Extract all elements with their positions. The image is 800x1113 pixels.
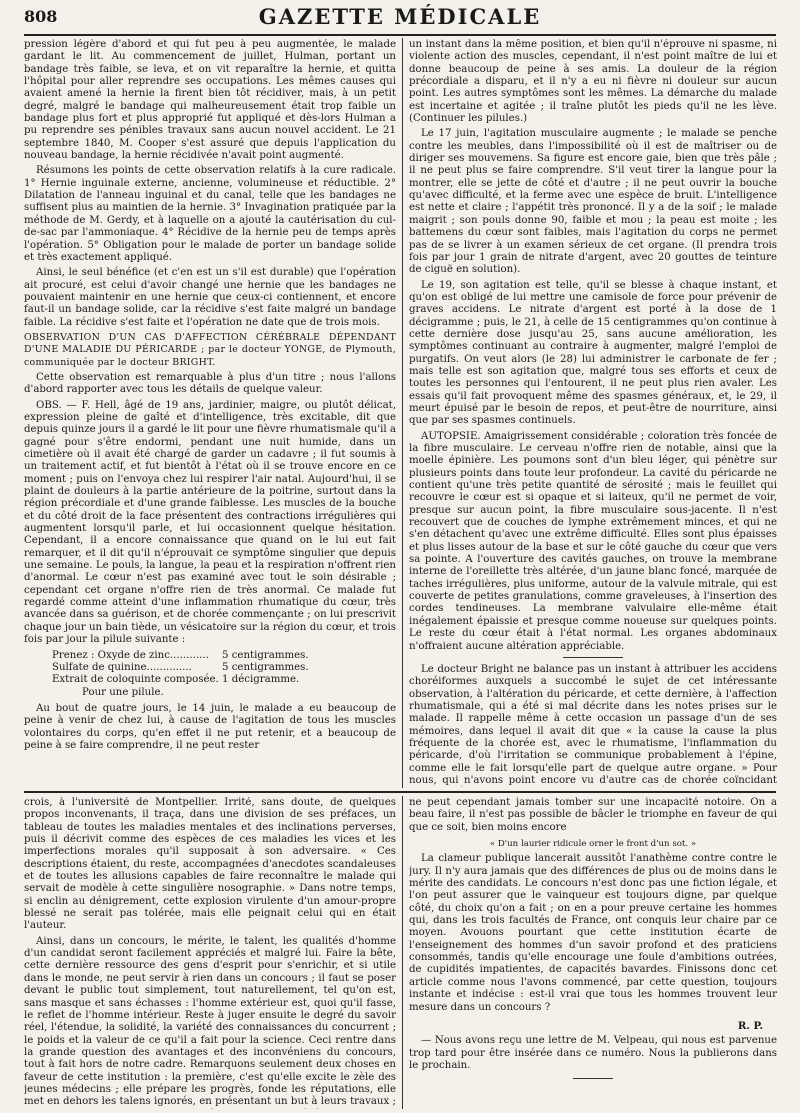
- column-left-bottom: [24, 797, 396, 1109]
- separator: [563, 657, 623, 658]
- rx-prenez: Prenez : Oxyde de zinc............: [52, 649, 209, 661]
- rx-zinc-qty: 5 centigrammes.: [222, 649, 309, 661]
- rx-last: Pour une pilule.: [82, 686, 164, 698]
- paragraph: Au bout de quatre jours, le 14 juin, le malade a eu beaucoup de peine à venir de chez lui, à cause de l'agitation de tous les muscles volontaires du corps, qu'en effet il ne put retenir, et a beaucoup de peine à se faire comprendre, il ne peut rester: [24, 703, 396, 752]
- paragraph: un instant dans la même position, et bien qu'il n'éprouve ni spasme, ni violente action des muscles, cependant, il n'est point maître de lui et donne beaucoup de peine à ses amis. La douleur de la région précordiale a disparu, et il n'y a eu ni fièvre ni douleur sur aucun point. Les autres symptômes sont les mêmes. La démarche du malade est incertaine et agitée ; il traîne plutôt les pieds qu'il ne les lève. (Continuer les pilules.): [409, 39, 777, 125]
- end-rule: [573, 1078, 613, 1079]
- paragraph: Cette observation est remarquable à plus d'un titre ; nous l'allons d'abord rapporter avec tous les détails de quelque valeur.: [24, 371, 396, 396]
- paragraph: ne peut cependant jamais tomber sur une incapacité notoire. On a beau faire, il n'est pas possible de bâcler le triomphe en faveur de qui que ce soit, bien moins encore: [409, 797, 777, 833]
- column-left-top: [24, 39, 396, 787]
- paragraph: Ainsi, le seul bénéfice (et c'en est un s'il est durable) que l'opération ait procuré, est celui d'avoir changé une hernie que les bandages ne pouvaient maintenir en une hernie que ceux-ci contiennent, et encore faut-il un bandage solide, car la récidive s'est faite malgré un bandage faible. La récidive s'est faite et l'opération ne date que de trois mois.: [24, 267, 396, 328]
- paragraph: Ainsi, dans un concours, le mérite, le talent, les qualités d'homme d'un candidat seront facilement appréciés et malgré lui. Faire la bête, cette dernière ressource des gens d'esprit pour s'enrichir, et si utile dans le monde, ne peut servir à rien dans un concours ; il faut se poser devant le public tout simplement, tout naturellement, tel qu'on est, sans masque et sans échasses : l'homme extérieur est, quoi qu'il fasse, le reflet de l'homme intérieur. Reste à juger ensuite le degré du savoir réel, l'étendue, la solidité, la variété des connaissances du concurrent ; le poids et la valeur de ce qu'il a fait pour la science. Ceci rentre dans la grande question des avantages et des inconvéniens du concours, tout à fait hors de notre cadre. Remarquons seulement deux choses en faveur de cette institution : la première, c'est qu'elle excite le zèle des jeunes médecins ; elle prépare les progrès, fonde les réputations, elle met en dehors les talens ignorés, en présentant un but à leurs travaux ;: [24, 935, 396, 1108]
- paragraph: OBS. — F. Hell, âgé de 19 ans, jardinier, maigre, ou plutôt délicat, expression pleine de gaîté et d'intelligence, très excitable, dit que depuis quinze jours il a gardé le lit pour une fièvre rhumatismale qu'il a gagné pour s'être endormi, pendant une nuit humide, dans un cimetière où il avait été chargé de garder un cadavre ; il fut soumis à un traitement actif, et fut bientôt à l'état où il se trouve encore en ce moment ; puis on l'envoya chez lui respirer l'air natal. Aujourd'hui, il se plaint de douleurs à la partie antérieure de la poitrine, surtout dans la région précordiale et d'une grande faiblesse. Les muscles de la bouche et du côté droit de la face présentent des contractions irrégulières qui augmentent lorsqu'il parle, et lui occasionnent quelque hésitation. Cependant, il a encore connaissance que quand on le lui eut fait remarquer, et il dit qu'il n'éprouvait ce symptôme singulier que depuis une semaine. Le pouls, la langue, la peau et la respiration n'offrent rien d'anormal. Le cœur n'est pas examiné avec tout le soin désirable ; cependant cet organe n'offre rien de très anormal. Ce malade fut regardé comme atteint d'une inflammation rhumatique du cœur, très avancée dans sa guérison, et de chorée commençante ; on lui prescrivit chaque jour un bain tiède, un vésicatoire sur la région du cœur, et trois fois par jour la pilule suivante :: [24, 399, 396, 646]
- header-rule: [24, 34, 776, 36]
- page-number: 808: [24, 7, 58, 26]
- signature: R. P.: [737, 1019, 763, 1032]
- quotation: « D'un laurier ridicule orner le front d'un sot. »: [489, 839, 697, 850]
- paragraph: — Nous avons reçu une lettre de M. Velpeau, qui nous est parvenue trop tard pour être insérée dans ce numéro. Nous la publierons dans le prochain.: [409, 1035, 777, 1071]
- journal-title: GAZETTE MÉDICALE: [258, 4, 542, 29]
- rx-coloquinte-qty: 1 décigramme.: [222, 674, 300, 686]
- paragraph: AUTOPSIE. Amaigrissement considérable ; coloration très foncée de la fibre musculaire. Le cerveau n'offre rien de notable, ainsi que la moelle épinière. Les poumons sont d'un bleu léger, qui pénètre sur plusieurs points dans toute leur profondeur. La cavité du péricarde ne contient qu'une très petite quantité de sérosité ; mais le feuillet qui recouvre le cœur est si opaque et si laiteux, qu'il ne permet de voir, presque sur aucun point, la fibre musculaire sous-jacente. Il n'est recouvert que de couches de lymphe extrêmement minces, et qui ne s'en détachent qu'avec une extrême difficulté. Elles sont plus épaisses et plus lisses autour de la base et sur le côté gauche du cœur que vers sa pointe. A l'ouverture des cavités gauches, on trouve la membrane interne de l'oreillette très altérée, d'un jaune blanc foncé, marquée de taches irrégulières, plus uniforme, autour de la valvule mitrale, qui est couverte de petites granulations, comme graveleuses, à l'insertion des cordes tendineuses. La membrane valvulaire elle-même était inégalement épaissie et presque comme noueuse sur quelques points. Le reste du cœur était à l'état normal. Les organes abdominaux n'offraient aucune altération appréciable.: [409, 430, 777, 652]
- paragraph: Résumons les points de cette observation relatifs à la cure radicale. 1° Hernie inguinale externe, ancienne, volumineuse et réductible. 2° Dilatation de l'anneau inguinal et du canal, telle que les bandages ne suffisent plus au maintien de la hernie. 3° Invagination pratiquée par la méthode de M. Gerdy, et à laquelle on a ajouté la cautérisation du cul-de-sac par l'ammoniaque. 4° Récidive de la hernie peu de temps après l'opération. 5° Obligation pour le malade de porter un bandage solide et très exactement appliqué.: [24, 165, 396, 263]
- paragraph: crois, à l'université de Montpellier. Irrité, sans doute, de quelques propos inconvenants, il traça, dans une division de ses préfaces, un tableau de toutes les maladies mentales et des inclinations perverses, puis il décrivit comme des espèces de ces maladies les vices et les imperfections morales qu'il supposait à son adversaire. « Ces descriptions étaient, du reste, accompagnées d'anecdotes scandaleuses et de toutes les allusions capables de faire reconnaître le malade qui servait de modèle à cette singulière nosographie. » Dans notre temps, si enclin au dénigrement, cette explosion virulente d'un amour-propre blessé ne serait pas tolérée, mais elle peignait celui qui en était l'auteur.: [24, 797, 396, 932]
- paragraph: Le 17 juin, l'agitation musculaire augmente ; le malade se penche contre les meubles, dans l'impossibilité où il est de maîtriser ou de diriger ses mouvemens. Sa figure est encore gaie, bien que très pâle ; il ne peut plus se faire comprendre. S'il veut tirer la langue pour la montrer, elle se jette de côté et d'autre ; il ne peut ouvrir la bouche qu'avec difficulté, et la ferme avec une espèce de bruit. L'intelligence est nette et claire ; l'appétit très prononcé. Il y a de la soif ; le malade maigrit ; son pouls donne 90, faible et mou ; la peau est moite ; les battemens du cœur sont faibles, mais l'agitation du corps ne permet pas de se livrer à un examen sérieux de cet organe. (Il prendra trois fois par jour 1 grain de nitrate d'argent, avec 20 gouttes de teinture de ciguë en solution).: [409, 128, 777, 276]
- column-divider-top: [402, 38, 403, 788]
- rx-coloquinte: Extrait de coloquinte composée.: [52, 674, 219, 686]
- rx-quinine: Sulfate de quinine..............: [52, 661, 192, 673]
- paragraph: Le docteur Bright ne balance pas un instant à attribuer les accidens choréiformes auxquels a succombé le sujet de cet intéressante observation, à l'altération du péricarde, et cette dernière, à l'affection rhumatismale, qui a été si mal décrite dans les notes prises sur le malade. Il rappelle même à cette occasion un passage d'un de ses mémoires, dans lequel il avait dit que « la cause la cause la plus fréquente de la chorée est, avec le rhumatisme, l'inflammation du péricarde, d'où l'irritation se communique probablement à l'épine, comme elle le fait lorsqu'elle part de quelque autre organe. » Pour nous, qui n'avons point encore vu d'autre cas de chorée coïncidant: [409, 663, 777, 786]
- paragraph: pression légère d'abord et qui fut peu à peu augmentée, le malade gardant le lit. Au commencement de juillet, Hulman, portant un bandage très faible, se leva, et on vit reparaître la hernie, et quitta l'hôpital pour aller reprendre ses occupations. Les mêmes causes qui avaient amené la hernie la firent bien tôt récidiver, mais, à un petit degré, malgré le bandage qui malheureusement était trop faible un bandage plus fort et plus approprié fut appliqué et dès-lors Hulman a pu reprendre ses pénibles travaux sans aucun nouvel accident. Le 21 septembre 1840, M. Cooper s'est assuré que depuis l'application du nouveau bandage, la hernie récidivée n'avait point augmenté.: [24, 39, 396, 162]
- rx-quinine-qty: 5 centigrammes.: [222, 661, 309, 673]
- prescription: [52, 650, 396, 700]
- paragraph: La clameur publique lancerait aussitôt l'anathème contre contre le jury. Il n'y aura jamais que des différences de plus ou de moins dans le mérite des candidats. Le concours n'est donc pas une fiction légale, et l'on peut assurer que le vainqueur est toujours digne, par quelque côté, du choix qu'on a fait ; on en a pour preuve certaine les hommes qui, dans les trois facultés de France, ont conquis leur chaire par ce moyen. Avouons pourtant que cette institution écarte de l'enseignement des hommes d'un savoir profond et des praticiens consommés, tandis qu'elle encourage une foule d'ambitions outrées, de cupidités impatientes, de capacités bavardes. Finissons donc cet article comme nous l'avons commencé, par cette question, toujours instante et indécise : est-il vrai que tous les hommes trouvent leur mesure dans un concours ?: [409, 853, 777, 1013]
- paragraph: Le 19, son agitation est telle, qu'il se blesse à chaque instant, et qu'on est obligé de lui mettre une camisole de force pour prévenir de graves accidens. Le nitrate d'argent est porté à la dose de 1 décigramme ; puis, le 21, à celle de 15 centigrammes qu'on continue à cette dernière dose jusqu'au 25, sans aucune amélioration, les symptômes continuant au contraire à augmenter, malgré l'emploi de purgatifs. On veut alors (le 28) lui administrer le carbonate de fer ; mais telle est son agitation que, malgré tous ses efforts et ceux de toutes les personnes qui l'entourent, il ne peut plus rien avaler. Les essais qu'il fait provoquent même des spasmes généraux, et, le 29, il meurt épuisé par le besoin de repos, et peut-être de nourriture, ainsi que par ses spasmes continuels.: [409, 279, 777, 427]
- column-right-bottom: [409, 797, 777, 1109]
- section-rule: [24, 791, 776, 793]
- page-header: [24, 4, 776, 34]
- observation-title: OBSERVATION D'UN CAS D'AFFECTION CÉRÉBRALE DÉPENDANT D'UNE MALADIE DU PÉRICARDE ; par le docteur YONGE, de Plymouth, communiquée par le docteur BRIGHT.: [24, 331, 396, 368]
- column-right-top: [409, 39, 777, 787]
- column-divider-bottom: [402, 796, 403, 1109]
